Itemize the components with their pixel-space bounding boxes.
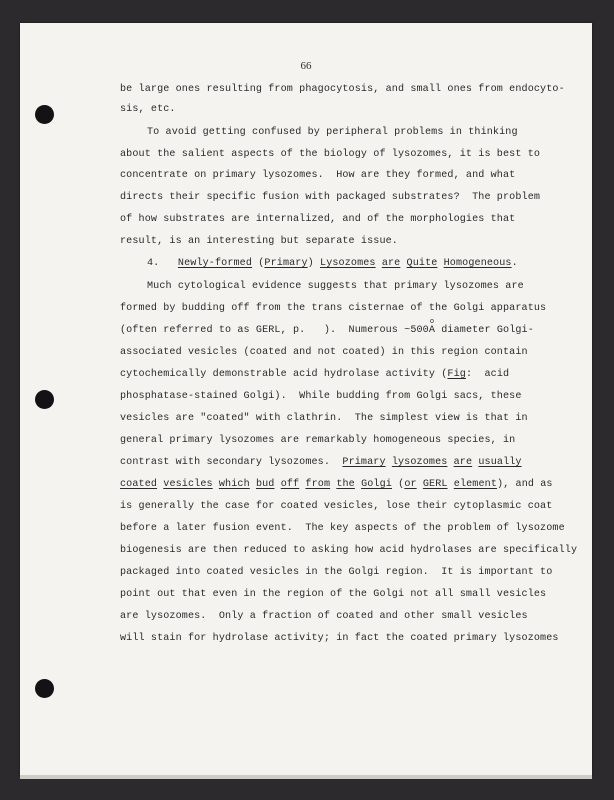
underlined-word: vesicles — [163, 479, 213, 490]
text-segment: diameter Golgi- — [435, 325, 534, 336]
text-line: To avoid getting confused by peripheral problems in thinking — [147, 127, 518, 138]
underlined-word: are — [453, 457, 473, 468]
text-line: sis, etc. — [120, 104, 176, 115]
text-line: Much cytological evidence suggests that primary lysozomes are — [147, 281, 524, 292]
text-line: result, is an interesting but separate issue. — [120, 236, 398, 247]
text-line — [120, 325, 534, 337]
underlined-word: bud — [255, 479, 275, 490]
underlined-word: coated — [120, 479, 158, 490]
text-segment: cytochemically demonstrable acid hydrolase activity ( — [120, 369, 448, 380]
text-segment: (often referred to as GERL, p. ). Numerous ~500 — [120, 325, 429, 336]
heading-word: Lysozomes — [320, 258, 376, 269]
text-segment: ), and as — [497, 479, 553, 490]
heading-word: Primary — [264, 258, 308, 269]
text-line: point out that even in the region of the Golgi not all small vesicles — [120, 589, 547, 600]
text-line: vesicles are "coated" with clathrin. The simplest view is that in — [120, 413, 528, 424]
punch-hole-top — [35, 105, 54, 124]
page-bottom-edge — [20, 775, 592, 779]
underlined-word: element — [453, 479, 498, 490]
underlined-word: from — [305, 479, 331, 490]
text-segment: contrast with secondary lysozomes. — [120, 457, 343, 468]
heading-word: Newly-formed — [177, 258, 253, 269]
text-line: concentrate on primary lysozomes. How are they formed, and what — [120, 170, 516, 181]
underlined-word: or — [404, 479, 417, 490]
text-line: coated vesicles which bud off from the Golgi (or GERL element), and as — [120, 479, 553, 490]
text-line: formed by budding off from the trans cisternae of the Golgi apparatus — [120, 303, 547, 314]
heading-word: Homogeneous — [443, 258, 512, 269]
text-line: be large ones resulting from phagocytosis, and small ones from endocyto- — [120, 84, 565, 95]
text-line: about the salient aspects of the biology of lysozomes, it is best to — [120, 149, 541, 160]
text-line: of how substrates are internalized, and of the morphologies that — [120, 214, 516, 225]
page-number: 66 — [300, 60, 312, 72]
text-line: before a later fusion event. The key aspects of the problem of lysozome — [120, 523, 565, 534]
text-line: general primary lysozomes are remarkably homogeneous species, in — [120, 435, 516, 446]
underlined-word: lysozomes — [391, 457, 448, 468]
underlined-word: which — [218, 479, 250, 490]
punch-hole-middle — [35, 390, 54, 409]
figure-reference: Fig — [447, 369, 466, 380]
text-line: is generally the case for coated vesicles, lose their cytoplasmic coat — [120, 501, 553, 512]
underlined-word: Primary — [342, 457, 386, 468]
heading-number: 4. — [147, 258, 160, 269]
heading-word: Quite — [406, 258, 438, 269]
punch-hole-bottom — [35, 679, 54, 698]
heading-word: are — [381, 258, 401, 269]
text-segment: : acid — [465, 369, 510, 380]
text-line: biogenesis are then reduced to asking how acid hydrolases are specifically — [120, 545, 578, 556]
text-line: will stain for hydrolase activity; in fact the coated primary lysozomes — [120, 633, 559, 644]
text-line: directs their specific fusion with packaged substrates? The problem — [120, 192, 541, 203]
angstrom-symbol: o A — [429, 325, 435, 337]
text-line: associated vesicles (coated and not coated) in this region contain — [120, 347, 528, 358]
text-line: packaged into coated vesicles in the Golgi region. It is important to — [120, 567, 553, 578]
section-heading: 4. Newly-formed (Primary) Lysozomes are Quite Homogeneous. — [147, 258, 518, 269]
document-page — [20, 23, 592, 775]
text-line: phosphatase-stained Golgi). While budding from Golgi sacs, these — [120, 391, 522, 402]
underlined-word: usually — [478, 457, 522, 468]
text-line: are lysozomes. Only a fraction of coated and other small vesicles — [120, 611, 528, 622]
underlined-word: the — [336, 479, 355, 490]
underlined-word: Golgi — [361, 479, 392, 490]
underlined-word: off — [280, 479, 300, 490]
text-line — [120, 457, 522, 469]
text-line — [120, 369, 509, 381]
underlined-word: GERL — [422, 479, 448, 490]
